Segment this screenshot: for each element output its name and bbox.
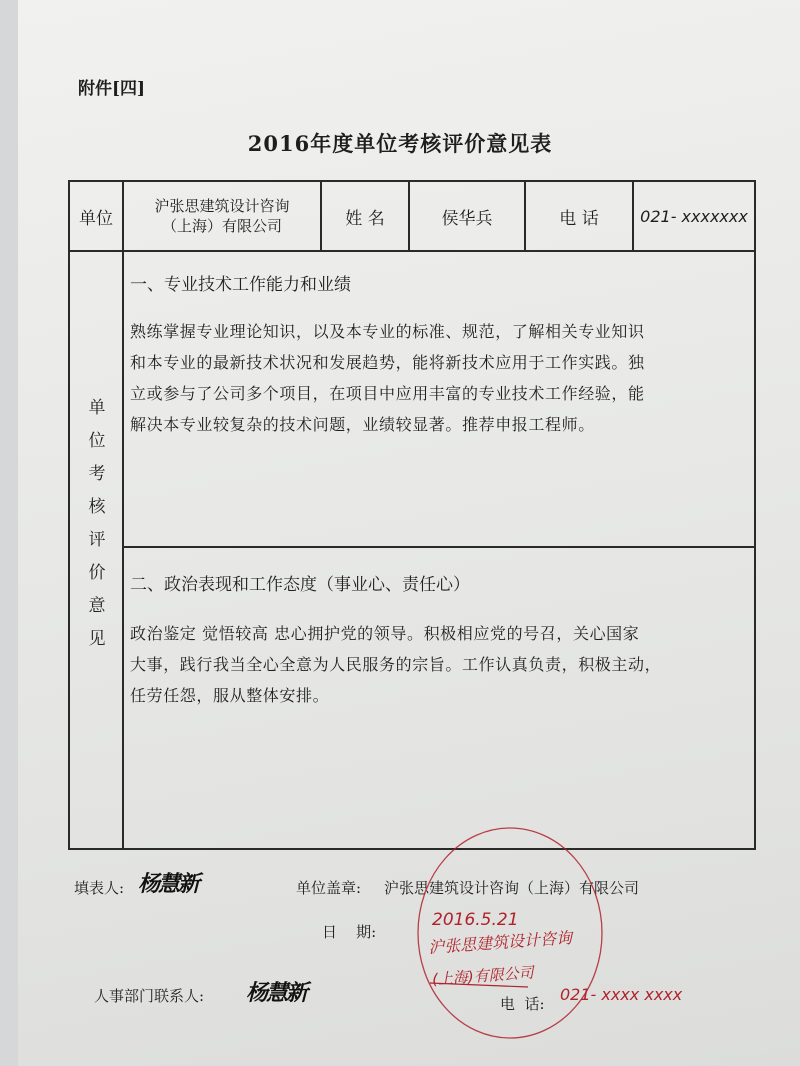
date-value: 2016.5.21 [432, 910, 519, 930]
section1-line: 熟练掌握专业理论知识，以及本专业的标准、规范，了解相关专业知识 [130, 322, 645, 341]
phone-footer-value: 021- xxxx xxxx [560, 985, 683, 1004]
page-title: 2016年度单位考核评价意见表 [247, 131, 553, 156]
section2-line: 任劳任怨，服从整体安排。 [130, 686, 330, 705]
name-label: 姓 名 [345, 208, 385, 229]
side-char: 考 [88, 464, 106, 484]
seal-text-line1: 沪张思建筑设计咨询 [427, 927, 573, 957]
date-label: 日 期: [322, 923, 377, 941]
filler-signature: 杨慧新 [138, 872, 199, 897]
side-char: 位 [88, 431, 106, 451]
side-char: 评 [88, 530, 106, 550]
unit-name-line2: （上海）有限公司 [161, 217, 282, 235]
phone-value: 021- xxxxxxx [640, 206, 748, 226]
side-label [72, 392, 122, 656]
name-value: 侯华兵 [441, 208, 493, 229]
seal-value: 沪张思建筑设计咨询（上海）有限公司 [384, 879, 640, 897]
side-char: 见 [88, 629, 106, 649]
hr-label: 人事部门联系人: [94, 987, 205, 1005]
unit-name-cell [124, 182, 320, 250]
phone-label: 电 话 [559, 208, 599, 229]
section2-line: 政治鉴定 觉悟较高 忠心拥护党的领导。积极相应党的号召，关心国家 [130, 624, 640, 643]
section2-heading: 二、政治表现和工作态度（事业心、责任心） [130, 575, 470, 595]
side-column-divider [122, 180, 124, 850]
seal-text-line2: (上海)有限公司 [431, 963, 535, 989]
section1-line: 解决本专业较复杂的技术问题，业绩较显著。推荐申报工程师。 [130, 415, 595, 434]
side-char: 单 [88, 398, 106, 418]
seal-label: 单位盖章: [296, 879, 362, 897]
section1-heading: 一、专业技术工作能力和业绩 [130, 275, 351, 295]
section1-body [130, 316, 754, 440]
unit-label: 单位 [79, 208, 113, 229]
section2-line: 大事，践行我当全心全意为人民服务的宗旨。工作认真负责，积极主动， [130, 655, 662, 674]
section2-body [130, 618, 754, 711]
section1-line: 立或参与了公司多个项目，在项目中应用丰富的专业技术工作经验，能 [130, 384, 645, 403]
phone-footer-label: 电 话: [500, 995, 545, 1013]
section-divider [122, 546, 756, 548]
annex-label: 附件[四] [78, 79, 146, 99]
side-char: 核 [88, 497, 106, 517]
hr-signature: 杨慧新 [246, 981, 307, 1006]
unit-name-line1: 沪张思建筑设计咨询 [154, 197, 290, 215]
table-header-divider [68, 250, 756, 252]
section1-line: 和本专业的最新技术状况和发展趋势，能将新技术应用于工作实践。独 [130, 353, 645, 372]
filler-label: 填表人: [74, 879, 125, 897]
side-char: 价 [88, 563, 106, 583]
side-char: 意 [88, 596, 106, 616]
